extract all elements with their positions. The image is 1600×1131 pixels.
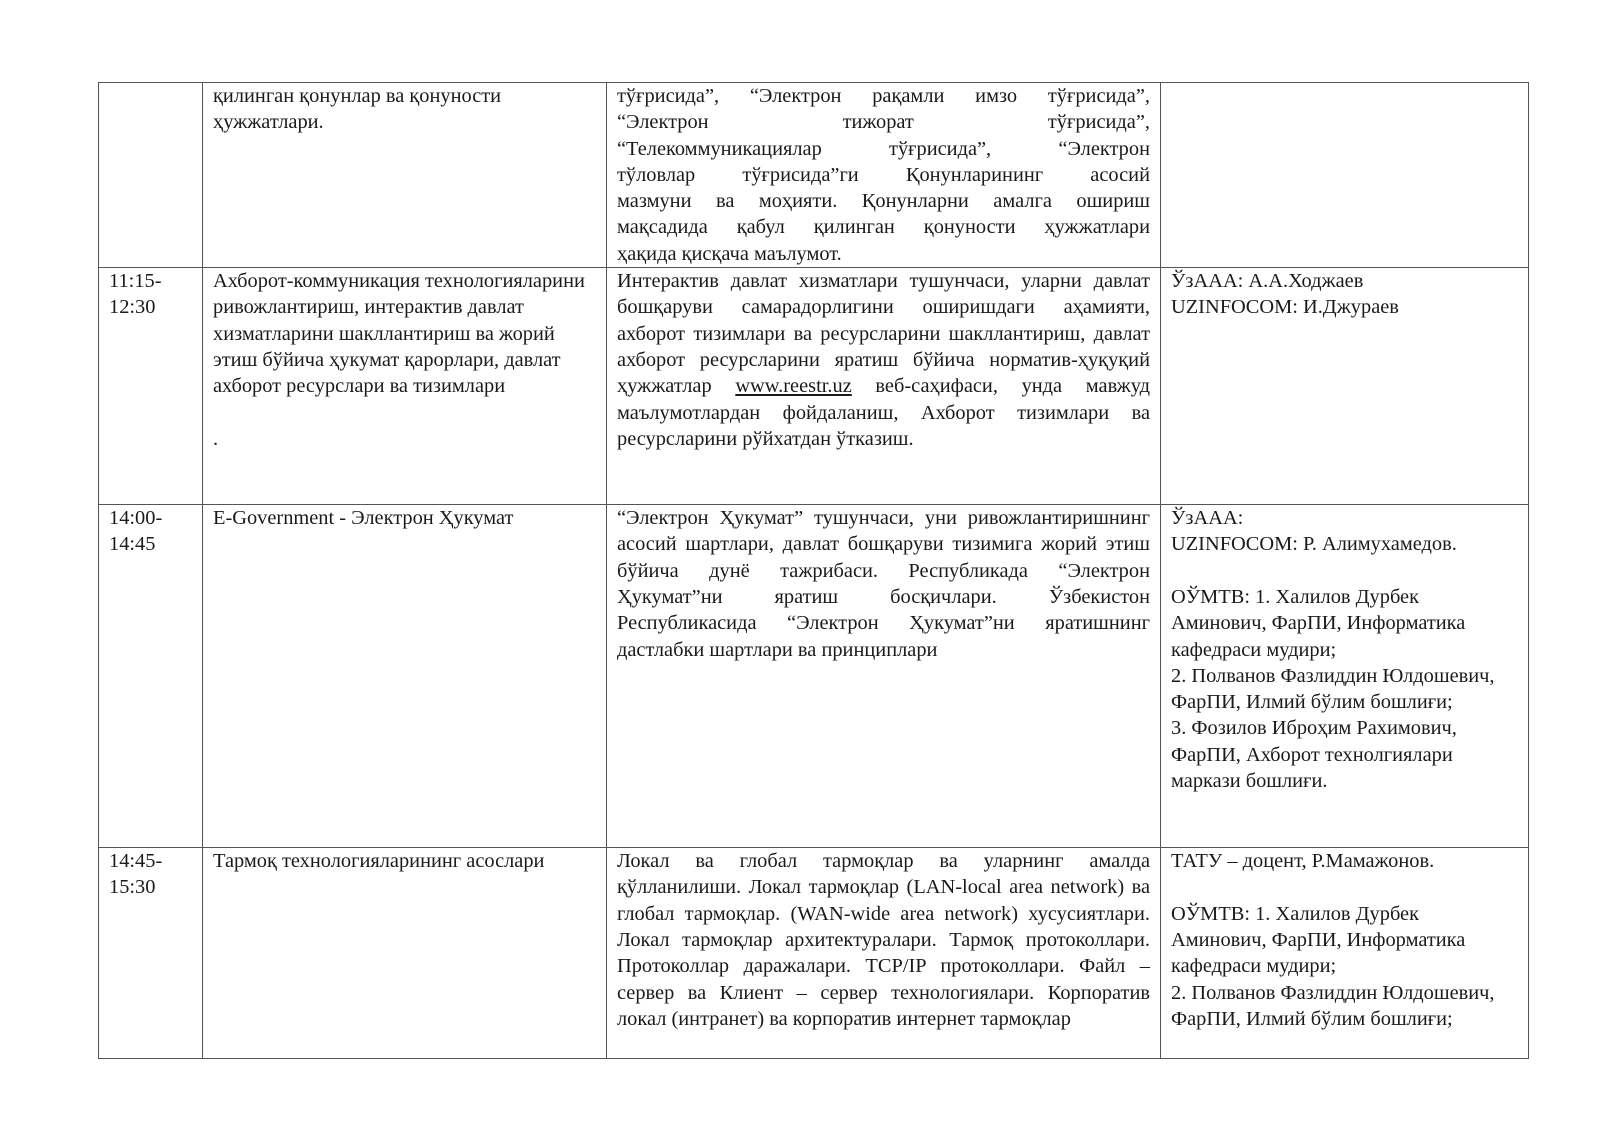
lecturer-cell bbox=[1161, 83, 1529, 268]
lecturer-line: ЎзААА: А.А.Ходжаев bbox=[1171, 270, 1364, 293]
time-end: 14:45 bbox=[109, 533, 156, 556]
time-cell bbox=[99, 83, 203, 268]
description-cell bbox=[607, 505, 1161, 848]
description-text: Локал ва глобал тармоқлар ва уларнинг амалда қўлланилиши. Локал тармоқлар (LAN-local area network) ва глобал тармоқлар. (WAN-wide area network) хусусиятлари. Локал тармоқлар архитектуралари. Тармоқ протоколлари. Протоколлар даражалари. TCP/IP протоколлари. Файл – сервер ва Клиент – сервер технологиялари. Корпоратив локал (интранет) ва корпоратив интернет тармоқлар bbox=[617, 850, 1150, 1030]
description-text: тўғрисида”, “Электрон рақамли имзо тўғрисида”, “Электрон тижорат тўғрисида”, “Телекоммуникациялар тўғрисида”, “Электрон тўловлар тўғрисида”ги Қонунларининг асосий мазмуни ва моҳияти. Қонунларни амалга ошириш мақсадида қабул қилинган қонуности ҳужжатлари ҳақида қисқача маълумот. bbox=[617, 85, 1150, 265]
description-cell bbox=[607, 848, 1161, 1059]
description-text: “Электрон Ҳукумат” тушунчаси, уни ривожлантиришнинг асосий шартлари, давлат бошқаруви тизимига жорий этиш бўйича дунё тажрибаси. Республикада “Электрон Ҳукумат”ни яратиш босқичлари. Ўзбекистон Республикасида “Электрон Ҳукумат”ни яратишнинг дастлабки шартлари ва принциплари bbox=[617, 507, 1150, 661]
time-cell bbox=[99, 268, 203, 505]
time-cell bbox=[99, 848, 203, 1059]
time-start: 14:45- bbox=[109, 850, 163, 873]
time-cell bbox=[99, 505, 203, 848]
description-text: Интерактив давлат хизматлари тушунчаси, уларни давлат бошқаруви самарадорлигини оширишдаги аҳамияти, ахборот тизимлари ва ресурсларини шакллантириш, давлат ахборот ресурсларини яратиш бўйича норматив-ҳуқуқий ҳужжатлар www.reestr.uz веб-саҳифаси, унда мавжуд маълумотлардан фойдаланиш, Ахборот тизимлари ва ресурсларини рўйхатдан ўтказиш. bbox=[617, 270, 1150, 450]
time-start: 11:15- bbox=[109, 270, 162, 293]
lecturer-line: ТАТУ – доцент, Р.Мамажонов. bbox=[1171, 850, 1435, 873]
table-row bbox=[99, 83, 1529, 268]
topic-cell bbox=[203, 83, 607, 268]
lecturer-line: ОЎМТВ: 1. Халилов Дурбек Аминович, ФарПИ, Информатика кафедраси мудири; bbox=[1171, 585, 1466, 661]
lecturer-line: 2. Полванов Фазлиддин Юлдошевич, ФарПИ, Илмий бўлим бошлиғи; bbox=[1171, 981, 1495, 1030]
time-start: 14:00- bbox=[109, 507, 163, 530]
lecturer-line: 3. Фозилов Иброҳим Рахимович, ФарПИ, Ахборот технолгиялари маркази бошлиғи. bbox=[1171, 717, 1457, 793]
topic-cell bbox=[203, 505, 607, 848]
topic-text: қилинган қонунлар ва қонуности ҳужжатлари. bbox=[213, 85, 502, 134]
lecturer-line: 2. Полванов Фазлиддин Юлдошевич, ФарПИ, Илмий бўлим бошлиғи; bbox=[1171, 664, 1495, 714]
table-row bbox=[99, 268, 1529, 505]
lecturer-line: UZINFOCOM: Р. Алимухамедов. bbox=[1171, 533, 1457, 556]
topic-cell bbox=[203, 268, 607, 505]
lecturer-cell bbox=[1161, 505, 1529, 848]
lecturer-cell bbox=[1161, 268, 1529, 505]
lecturer-line: UZINFOCOM: И.Джураев bbox=[1171, 296, 1399, 319]
lecturer-line: ОЎМТВ: 1. Халилов Дурбек Аминович, ФарПИ, Информатика кафедраси мудири; bbox=[1171, 902, 1466, 978]
topic-text: Ахборот-коммуникация технологияларини ривожлантириш, интерактив давлат хизматларини шакллантириш ва жорий этиш бўйича ҳукумат қарорлари, давлат ахборот ресурслари ва тизимлари bbox=[213, 270, 585, 398]
time-end: 12:30 bbox=[109, 296, 156, 319]
topic-cell bbox=[203, 848, 607, 1059]
topic-text: Тармоқ технологияларининг асослари bbox=[213, 850, 545, 873]
lecturer-line: ЎзААА: bbox=[1171, 507, 1244, 530]
topic-text: E-Government - Электрон Ҳукумат bbox=[213, 507, 514, 530]
lecturer-cell bbox=[1161, 848, 1529, 1059]
description-cell bbox=[607, 83, 1161, 268]
reestr-link[interactable]: www.reestr.uz bbox=[735, 375, 852, 398]
schedule-table bbox=[98, 82, 1529, 1059]
topic-trailing: . bbox=[213, 427, 219, 450]
table-row bbox=[99, 505, 1529, 848]
table-row bbox=[99, 848, 1529, 1059]
time-end: 15:30 bbox=[109, 876, 156, 899]
description-cell bbox=[607, 268, 1161, 505]
